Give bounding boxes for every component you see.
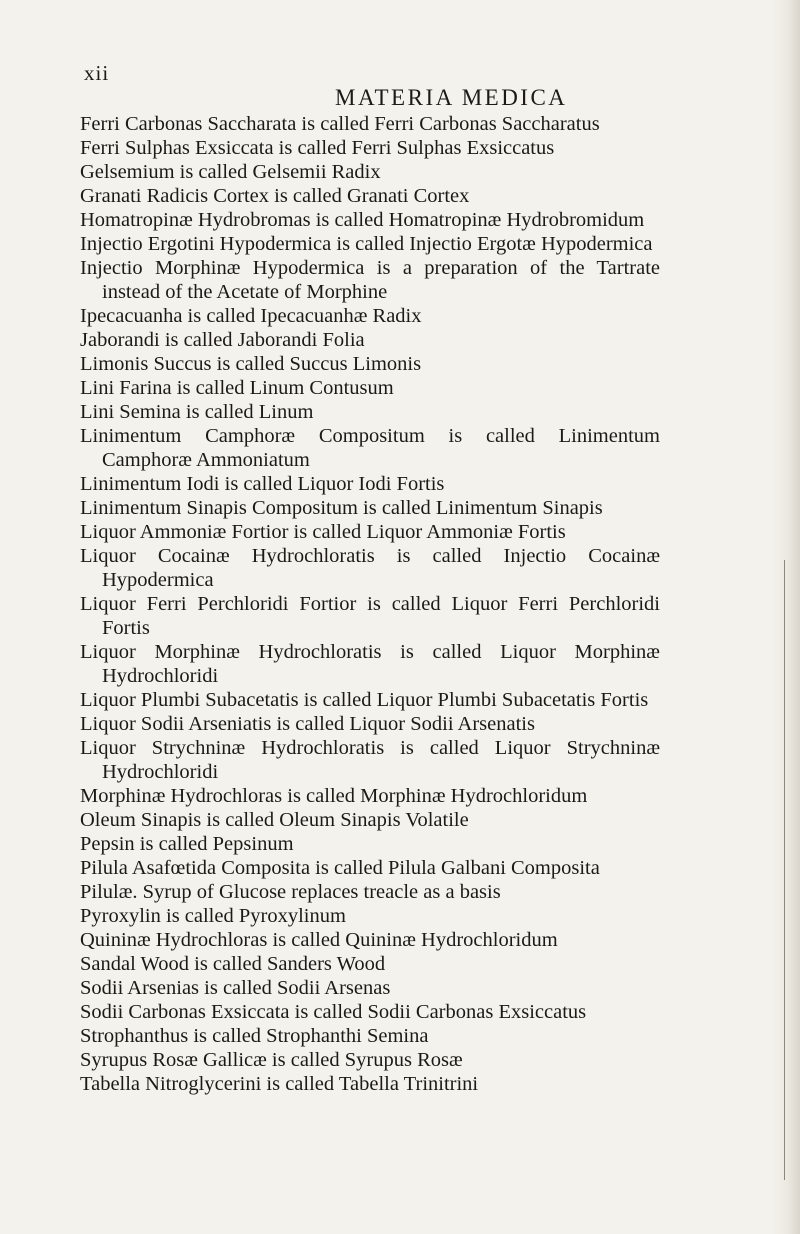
running-head: MATERIA MEDICA bbox=[335, 85, 568, 110]
entry: Lini Semina is called Linum bbox=[80, 401, 314, 423]
margin-rule bbox=[784, 560, 785, 1180]
entry: Injectio Morphinæ Hypodermica is a preparation of the Tartrate instead of the Acetate of Morphine bbox=[80, 257, 660, 303]
entry: Liquor Ferri Perchloridi Fortior is called Liquor Ferri Perchloridi Fortis bbox=[80, 593, 660, 639]
entry: Liquor Morphinæ Hydrochloratis is called Liquor Morphinæ Hydrochloridi bbox=[80, 641, 660, 687]
entry: Limonis Succus is called Succus Limonis bbox=[80, 353, 422, 375]
entry: Granati Radicis Cortex is called Granati Cortex bbox=[80, 185, 470, 207]
entry: Syrupus Rosæ Gallicæ is called Syrupus Rosæ bbox=[80, 1049, 463, 1071]
entry: Sodii Arsenias is called Sodii Arsenas bbox=[80, 977, 391, 999]
entry: Liquor Sodii Arseniatis is called Liquor Sodii Arsenatis bbox=[80, 713, 535, 735]
entry: Sodii Carbonas Exsiccata is called Sodii Carbonas Exsiccatus bbox=[80, 1001, 587, 1023]
entry: Liquor Plumbi Subacetatis is called Liquor Plumbi Subacetatis Fortis bbox=[80, 689, 649, 711]
entry: Homatropinæ Hydrobromas is called Homatropinæ Hydrobromidum bbox=[80, 209, 645, 231]
page-header bbox=[0, 58, 800, 118]
entry: Liquor Ammoniæ Fortior is called Liquor Ammoniæ Fortis bbox=[80, 521, 566, 543]
entry: Ipecacuanha is called Ipecacuanhæ Radix bbox=[80, 305, 422, 327]
entry: Pilula Asafœtida Composita is called Pilula Galbani Composita bbox=[80, 857, 600, 879]
entry: Pyroxylin is called Pyroxylinum bbox=[80, 905, 346, 927]
entry: Linimentum Sinapis Compositum is called Linimentum Sinapis bbox=[80, 497, 603, 519]
entry-list bbox=[80, 112, 660, 1096]
entry: Quininæ Hydrochloras is called Quininæ Hydrochloridum bbox=[80, 929, 558, 951]
entry: Linimentum Iodi is called Liquor Iodi Fortis bbox=[80, 473, 445, 495]
page-edge-shadow bbox=[772, 0, 800, 1234]
entry: Liquor Cocainæ Hydrochloratis is called Injectio Cocainæ Hypodermica bbox=[80, 545, 660, 591]
entry: Tabella Nitroglycerini is called Tabella Trinitrini bbox=[80, 1073, 479, 1095]
entry: Morphinæ Hydrochloras is called Morphinæ Hydrochloridum bbox=[80, 785, 588, 807]
entry: Oleum Sinapis is called Oleum Sinapis Volatile bbox=[80, 809, 469, 831]
entry: Lini Farina is called Linum Contusum bbox=[80, 377, 394, 399]
entry: Ferri Sulphas Exsiccata is called Ferri Sulphas Exsiccatus bbox=[80, 137, 555, 159]
page-number: xii bbox=[84, 61, 110, 85]
entry: Jaborandi is called Jaborandi Folia bbox=[80, 329, 365, 351]
entry: Pepsin is called Pepsinum bbox=[80, 833, 294, 855]
entry: Gelsemium is called Gelsemii Radix bbox=[80, 161, 381, 183]
entry: Linimentum Camphoræ Compositum is called Linimentum Camphoræ Ammoniatum bbox=[80, 425, 660, 471]
entry: Ferri Carbonas Saccharata is called Ferri Carbonas Saccharatus bbox=[80, 113, 600, 135]
entry: Strophanthus is called Strophanthi Semina bbox=[80, 1025, 429, 1047]
entry: Liquor Strychninæ Hydrochloratis is called Liquor Strychninæ Hydrochloridi bbox=[80, 737, 660, 783]
entry: Sandal Wood is called Sanders Wood bbox=[80, 953, 386, 975]
entry: Pilulæ. Syrup of Glucose replaces treacle as a basis bbox=[80, 881, 501, 903]
entry: Injectio Ergotini Hypodermica is called Injectio Ergotæ Hypodermica bbox=[80, 233, 653, 255]
